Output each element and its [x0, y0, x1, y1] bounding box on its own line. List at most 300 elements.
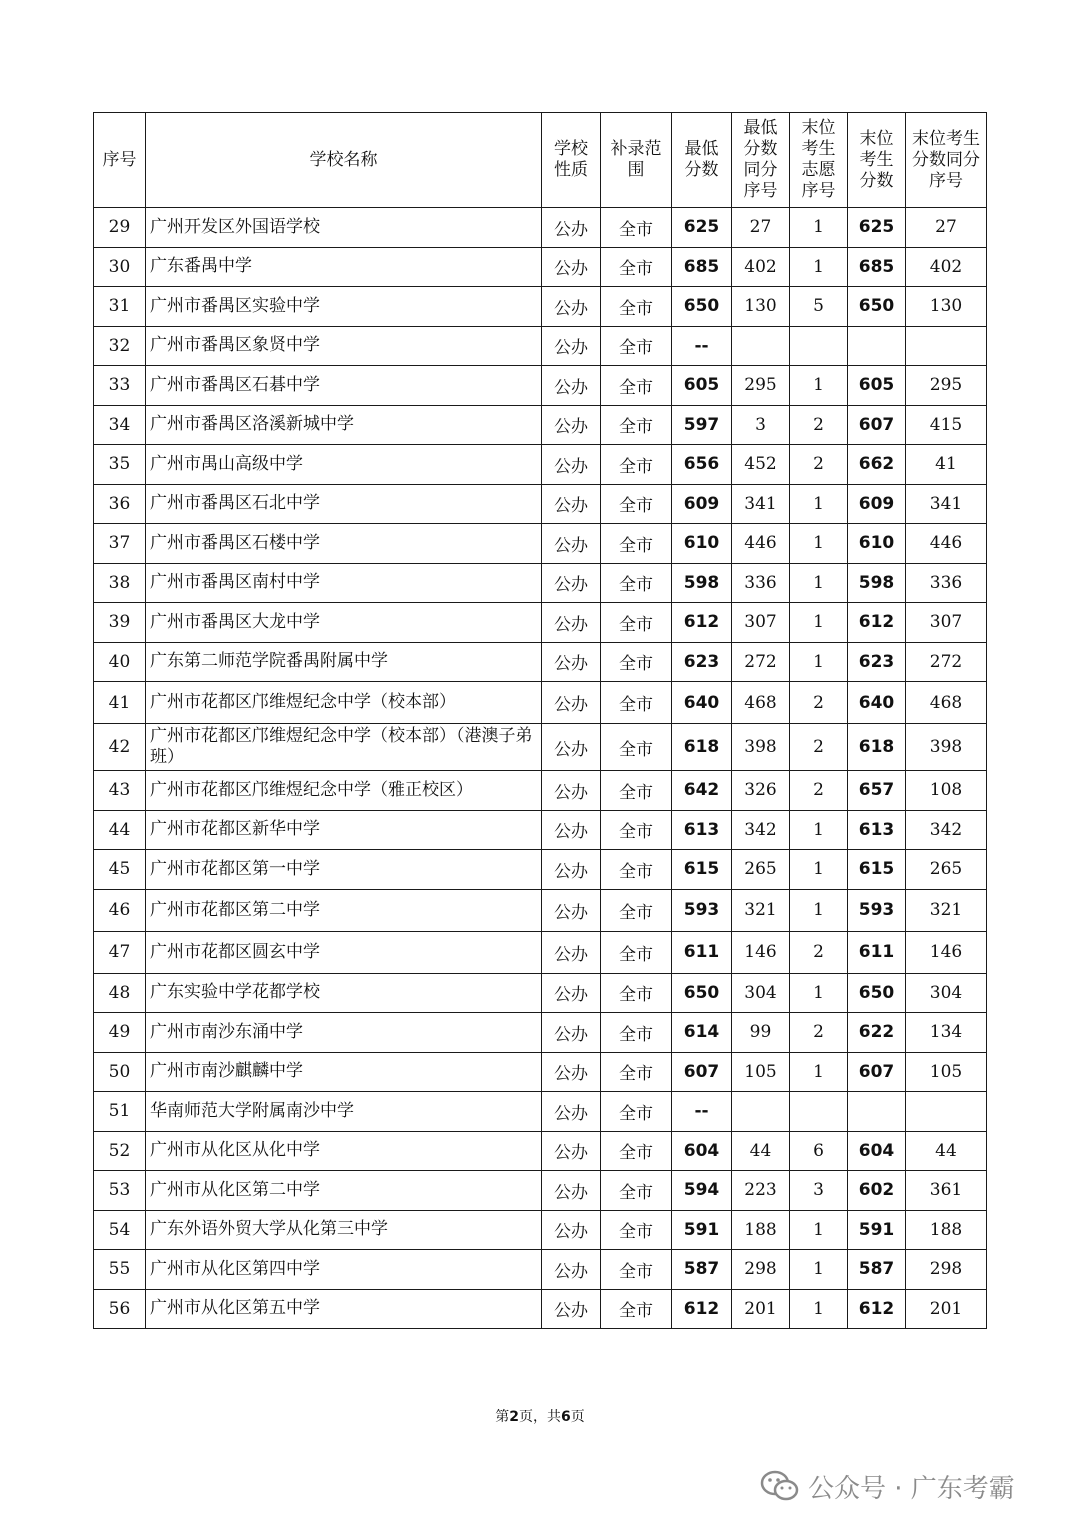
- cell-seq: 49: [94, 1013, 146, 1053]
- cell-min-score-rank: 130: [732, 287, 790, 327]
- cell-min-score: 611: [672, 931, 732, 973]
- cell-seq: 37: [94, 524, 146, 564]
- cell-min-score: 612: [672, 603, 732, 643]
- cell-school-nature: 公办: [542, 889, 601, 931]
- cell-min-score: 610: [672, 524, 732, 564]
- cell-scope: 全市: [601, 1131, 672, 1171]
- cell-seq: 46: [94, 889, 146, 931]
- cell-min-score: 609: [672, 484, 732, 524]
- cell-last-score: 650: [848, 287, 906, 327]
- cell-last-score: 607: [848, 405, 906, 445]
- cell-last-wish-seq: 2: [790, 1013, 848, 1053]
- cell-school-name: 广州市花都区新华中学: [146, 810, 542, 850]
- cell-last-score: 604: [848, 1131, 906, 1171]
- cell-scope: 全市: [601, 724, 672, 771]
- cell-last-wish-seq: 1: [790, 1289, 848, 1329]
- header-seq: 序号: [94, 113, 146, 208]
- cell-scope: 全市: [601, 326, 672, 366]
- cell-last-score-rank: 398: [906, 724, 987, 771]
- table-row: [94, 603, 987, 643]
- cell-last-wish-seq: 2: [790, 682, 848, 724]
- cell-seq: 56: [94, 1289, 146, 1329]
- cell-seq: 31: [94, 287, 146, 327]
- cell-last-wish-seq: 2: [790, 445, 848, 485]
- cell-school-name: 广州市番禺区石楼中学: [146, 524, 542, 564]
- cell-school-name: 广州市南沙东涌中学: [146, 1013, 542, 1053]
- table-row: [94, 405, 987, 445]
- cell-min-score-rank: 341: [732, 484, 790, 524]
- cell-last-score-rank: 272: [906, 642, 987, 682]
- cell-min-score: 613: [672, 810, 732, 850]
- cell-scope: 全市: [601, 208, 672, 248]
- cell-scope: 全市: [601, 1052, 672, 1092]
- cell-last-score: 623: [848, 642, 906, 682]
- cell-school-nature: 公办: [542, 724, 601, 771]
- cell-last-score: 618: [848, 724, 906, 771]
- table-row: [94, 1210, 987, 1250]
- cell-scope: 全市: [601, 1210, 672, 1250]
- cell-last-wish-seq: 1: [790, 208, 848, 248]
- cell-min-score: 612: [672, 1289, 732, 1329]
- cell-last-score: 611: [848, 931, 906, 973]
- cell-school-name: 广州市番禺区大龙中学: [146, 603, 542, 643]
- cell-min-score: 615: [672, 850, 732, 890]
- cell-last-score-rank: 134: [906, 1013, 987, 1053]
- cell-last-score-rank: 108: [906, 771, 987, 811]
- cell-last-wish-seq: 6: [790, 1131, 848, 1171]
- watermark-text: 公众号 · 广东考霸: [808, 1473, 1015, 1504]
- cell-last-wish-seq: 2: [790, 931, 848, 973]
- cell-last-score-rank: 27: [906, 208, 987, 248]
- cell-scope: 全市: [601, 524, 672, 564]
- cell-school-nature: 公办: [542, 1171, 601, 1211]
- cell-last-score: 612: [848, 1289, 906, 1329]
- table-row: [94, 642, 987, 682]
- cell-last-score: 610: [848, 524, 906, 564]
- cell-min-score-rank: 342: [732, 810, 790, 850]
- cell-school-nature: 公办: [542, 810, 601, 850]
- header-school-name: 学校名称: [146, 113, 542, 208]
- cell-school-name: 广州市番禺区石碁中学: [146, 366, 542, 406]
- cell-scope: 全市: [601, 931, 672, 973]
- cell-min-score: 650: [672, 287, 732, 327]
- table-row: [94, 973, 987, 1013]
- cell-min-score-rank: 326: [732, 771, 790, 811]
- cell-min-score-rank: 446: [732, 524, 790, 564]
- table-row: [94, 247, 987, 287]
- cell-min-score: 640: [672, 682, 732, 724]
- cell-min-score: 656: [672, 445, 732, 485]
- cell-seq: 39: [94, 603, 146, 643]
- cell-min-score-rank: 452: [732, 445, 790, 485]
- cell-last-score: 598: [848, 563, 906, 603]
- cell-last-wish-seq: 1: [790, 524, 848, 564]
- table-row: [94, 208, 987, 248]
- cell-seq: 53: [94, 1171, 146, 1211]
- footer-prefix: 第: [495, 1409, 510, 1425]
- cell-scope: 全市: [601, 889, 672, 931]
- cell-min-score-rank: 272: [732, 642, 790, 682]
- cell-last-score: 593: [848, 889, 906, 931]
- cell-school-nature: 公办: [542, 1210, 601, 1250]
- cell-seq: 35: [94, 445, 146, 485]
- cell-school-nature: 公办: [542, 484, 601, 524]
- page-footer: [0, 1406, 1080, 1426]
- cell-scope: 全市: [601, 1013, 672, 1053]
- cell-last-score: 657: [848, 771, 906, 811]
- table-row: [94, 445, 987, 485]
- cell-seq: 55: [94, 1250, 146, 1290]
- cell-min-score-rank: 298: [732, 1250, 790, 1290]
- cell-last-wish-seq: 1: [790, 1052, 848, 1092]
- cell-school-name: 广州市番禺区洛溪新城中学: [146, 405, 542, 445]
- table-row: [94, 1052, 987, 1092]
- footer-middle: 页，共: [519, 1409, 561, 1425]
- cell-school-name: 广东实验中学花都学校: [146, 973, 542, 1013]
- header-last-score: 末位 考生 分数: [848, 113, 906, 208]
- footer-total-pages: 6: [561, 1409, 571, 1425]
- cell-min-score-rank: 265: [732, 850, 790, 890]
- cell-school-name: 广州市花都区邝维煜纪念中学（雅正校区）: [146, 771, 542, 811]
- cell-last-wish-seq: 1: [790, 1250, 848, 1290]
- cell-school-name: 广州市从化区第四中学: [146, 1250, 542, 1290]
- table-row: [94, 724, 987, 771]
- cell-min-score: 623: [672, 642, 732, 682]
- cell-last-wish-seq: 1: [790, 973, 848, 1013]
- cell-seq: 54: [94, 1210, 146, 1250]
- cell-school-name: 广州市番禺区南村中学: [146, 563, 542, 603]
- cell-min-score: 593: [672, 889, 732, 931]
- cell-last-score: 640: [848, 682, 906, 724]
- table-row: [94, 1092, 987, 1132]
- cell-school-name: 广州市禺山高级中学: [146, 445, 542, 485]
- cell-last-score-rank: 295: [906, 366, 987, 406]
- cell-min-score-rank: 188: [732, 1210, 790, 1250]
- table-row: [94, 771, 987, 811]
- cell-last-wish-seq: 1: [790, 810, 848, 850]
- table-row: [94, 326, 987, 366]
- cell-school-nature: 公办: [542, 208, 601, 248]
- cell-min-score-rank: 321: [732, 889, 790, 931]
- table-row: [94, 1250, 987, 1290]
- cell-last-wish-seq: 1: [790, 850, 848, 890]
- cell-scope: 全市: [601, 642, 672, 682]
- cell-min-score-rank: 146: [732, 931, 790, 973]
- cell-school-nature: 公办: [542, 771, 601, 811]
- cell-school-nature: 公办: [542, 850, 601, 890]
- cell-scope: 全市: [601, 287, 672, 327]
- cell-school-name: 广州市从化区第二中学: [146, 1171, 542, 1211]
- cell-last-score: 587: [848, 1250, 906, 1290]
- cell-last-score: [848, 1092, 906, 1132]
- cell-seq: 29: [94, 208, 146, 248]
- header-min-score: 最低 分数: [672, 113, 732, 208]
- cell-school-name: 广东外语外贸大学从化第三中学: [146, 1210, 542, 1250]
- cell-last-wish-seq: 2: [790, 724, 848, 771]
- cell-seq: 34: [94, 405, 146, 445]
- cell-last-score-rank: 105: [906, 1052, 987, 1092]
- cell-last-score: 609: [848, 484, 906, 524]
- header-scope: 补录范 围: [601, 113, 672, 208]
- cell-school-name: 广州市花都区第二中学: [146, 889, 542, 931]
- cell-school-name: 广州市番禺区石北中学: [146, 484, 542, 524]
- cell-last-score: 662: [848, 445, 906, 485]
- cell-min-score: 604: [672, 1131, 732, 1171]
- cell-min-score-rank: 468: [732, 682, 790, 724]
- cell-scope: 全市: [601, 445, 672, 485]
- cell-scope: 全市: [601, 563, 672, 603]
- cell-last-score-rank: 342: [906, 810, 987, 850]
- table-row: [94, 810, 987, 850]
- footer-suffix: 页: [570, 1409, 585, 1425]
- cell-scope: 全市: [601, 1171, 672, 1211]
- cell-seq: 43: [94, 771, 146, 811]
- cell-last-score-rank: 41: [906, 445, 987, 485]
- table-header-row: [94, 113, 987, 208]
- cell-last-wish-seq: 5: [790, 287, 848, 327]
- table-row: [94, 931, 987, 973]
- cell-last-score-rank: 304: [906, 973, 987, 1013]
- cell-seq: 38: [94, 563, 146, 603]
- cell-school-nature: 公办: [542, 445, 601, 485]
- cell-min-score: 650: [672, 973, 732, 1013]
- cell-min-score: --: [672, 1092, 732, 1132]
- cell-last-score-rank: 146: [906, 931, 987, 973]
- cell-scope: 全市: [601, 771, 672, 811]
- cell-last-score-rank: [906, 326, 987, 366]
- cell-scope: 全市: [601, 366, 672, 406]
- cell-min-score-rank: [732, 1092, 790, 1132]
- cell-scope: 全市: [601, 850, 672, 890]
- footer-page-number: 2: [509, 1409, 519, 1425]
- table-row: [94, 524, 987, 564]
- table-row: [94, 1131, 987, 1171]
- cell-seq: 50: [94, 1052, 146, 1092]
- cell-school-name: 广东第二师范学院番禺附属中学: [146, 642, 542, 682]
- cell-school-name: 广州市番禺区实验中学: [146, 287, 542, 327]
- cell-min-score-rank: 304: [732, 973, 790, 1013]
- header-school-nature: 学校 性质: [542, 113, 601, 208]
- cell-last-score-rank: 336: [906, 563, 987, 603]
- cell-scope: 全市: [601, 1092, 672, 1132]
- cell-last-score: 625: [848, 208, 906, 248]
- cell-last-score-rank: 415: [906, 405, 987, 445]
- cell-last-score: 607: [848, 1052, 906, 1092]
- cell-last-wish-seq: 1: [790, 889, 848, 931]
- cell-scope: 全市: [601, 682, 672, 724]
- cell-min-score-rank: 201: [732, 1289, 790, 1329]
- cell-school-name: 广州市从化区从化中学: [146, 1131, 542, 1171]
- cell-last-score: 602: [848, 1171, 906, 1211]
- cell-scope: 全市: [601, 1289, 672, 1329]
- cell-school-nature: 公办: [542, 931, 601, 973]
- cell-last-score-rank: 321: [906, 889, 987, 931]
- cell-scope: 全市: [601, 1250, 672, 1290]
- cell-min-score: 605: [672, 366, 732, 406]
- table-row: [94, 1013, 987, 1053]
- cell-school-nature: 公办: [542, 973, 601, 1013]
- cell-school-nature: 公办: [542, 287, 601, 327]
- table-row: [94, 850, 987, 890]
- table-body: [94, 208, 987, 1329]
- cell-school-nature: 公办: [542, 405, 601, 445]
- cell-last-wish-seq: 2: [790, 771, 848, 811]
- cell-min-score-rank: 44: [732, 1131, 790, 1171]
- cell-last-wish-seq: 1: [790, 247, 848, 287]
- cell-seq: 51: [94, 1092, 146, 1132]
- admission-score-table: [93, 112, 987, 1329]
- cell-school-nature: 公办: [542, 1092, 601, 1132]
- cell-min-score-rank: 295: [732, 366, 790, 406]
- table-row: [94, 563, 987, 603]
- cell-last-score-rank: 361: [906, 1171, 987, 1211]
- table-row: [94, 1171, 987, 1211]
- cell-last-score-rank: 307: [906, 603, 987, 643]
- cell-school-name: 广州市花都区邝维煜纪念中学（校本部）: [146, 682, 542, 724]
- cell-last-wish-seq: 2: [790, 405, 848, 445]
- table-row: [94, 682, 987, 724]
- cell-school-name: 广州市番禺区象贤中学: [146, 326, 542, 366]
- cell-scope: 全市: [601, 810, 672, 850]
- cell-school-name: 华南师范大学附属南沙中学: [146, 1092, 542, 1132]
- cell-last-score-rank: 188: [906, 1210, 987, 1250]
- cell-school-nature: 公办: [542, 603, 601, 643]
- cell-last-score-rank: 402: [906, 247, 987, 287]
- cell-last-wish-seq: [790, 1092, 848, 1132]
- cell-min-score: 618: [672, 724, 732, 771]
- cell-school-nature: 公办: [542, 326, 601, 366]
- cell-last-score: 605: [848, 366, 906, 406]
- table-row: [94, 366, 987, 406]
- cell-last-score-rank: 468: [906, 682, 987, 724]
- cell-min-score-rank: 99: [732, 1013, 790, 1053]
- cell-school-name: 广州市从化区第五中学: [146, 1289, 542, 1329]
- cell-min-score: 685: [672, 247, 732, 287]
- cell-school-nature: 公办: [542, 1013, 601, 1053]
- cell-school-nature: 公办: [542, 1289, 601, 1329]
- cell-last-wish-seq: [790, 326, 848, 366]
- cell-min-score: --: [672, 326, 732, 366]
- cell-seq: 36: [94, 484, 146, 524]
- cell-min-score-rank: 398: [732, 724, 790, 771]
- cell-min-score: 587: [672, 1250, 732, 1290]
- cell-school-name: 广州市花都区第一中学: [146, 850, 542, 890]
- header-last-score-rank: 末位考生 分数同分 序号: [906, 113, 987, 208]
- cell-seq: 44: [94, 810, 146, 850]
- cell-seq: 32: [94, 326, 146, 366]
- cell-last-score: 622: [848, 1013, 906, 1053]
- cell-last-score-rank: 298: [906, 1250, 987, 1290]
- cell-min-score-rank: 336: [732, 563, 790, 603]
- cell-last-wish-seq: 1: [790, 563, 848, 603]
- cell-school-name: 广州市花都区圆玄中学: [146, 931, 542, 973]
- cell-last-score: 613: [848, 810, 906, 850]
- cell-min-score-rank: 27: [732, 208, 790, 248]
- cell-last-score: 591: [848, 1210, 906, 1250]
- cell-min-score-rank: 307: [732, 603, 790, 643]
- cell-seq: 45: [94, 850, 146, 890]
- header-last-wish-seq: 末位 考生 志愿 序号: [790, 113, 848, 208]
- cell-school-name: 广东番禺中学: [146, 247, 542, 287]
- cell-last-wish-seq: 3: [790, 1171, 848, 1211]
- table-row: [94, 484, 987, 524]
- cell-seq: 30: [94, 247, 146, 287]
- cell-scope: 全市: [601, 484, 672, 524]
- cell-school-nature: 公办: [542, 1250, 601, 1290]
- cell-last-wish-seq: 1: [790, 484, 848, 524]
- cell-min-score-rank: 402: [732, 247, 790, 287]
- cell-last-score: 615: [848, 850, 906, 890]
- header-min-score-rank: 最低 分数 同分 序号: [732, 113, 790, 208]
- cell-min-score-rank: 223: [732, 1171, 790, 1211]
- cell-min-score: 607: [672, 1052, 732, 1092]
- cell-school-name: 广州市南沙麒麟中学: [146, 1052, 542, 1092]
- table-row: [94, 1289, 987, 1329]
- cell-seq: 41: [94, 682, 146, 724]
- table-row: [94, 889, 987, 931]
- cell-seq: 33: [94, 366, 146, 406]
- cell-seq: 42: [94, 724, 146, 771]
- cell-last-score-rank: 201: [906, 1289, 987, 1329]
- cell-seq: 47: [94, 931, 146, 973]
- cell-last-score-rank: 265: [906, 850, 987, 890]
- cell-last-wish-seq: 1: [790, 366, 848, 406]
- cell-min-score: 614: [672, 1013, 732, 1053]
- cell-min-score: 594: [672, 1171, 732, 1211]
- cell-scope: 全市: [601, 973, 672, 1013]
- cell-school-nature: 公办: [542, 524, 601, 564]
- cell-seq: 48: [94, 973, 146, 1013]
- cell-last-score-rank: 44: [906, 1131, 987, 1171]
- cell-school-nature: 公办: [542, 1131, 601, 1171]
- cell-last-score-rank: 130: [906, 287, 987, 327]
- cell-min-score: 642: [672, 771, 732, 811]
- cell-last-score-rank: 341: [906, 484, 987, 524]
- cell-last-score: 650: [848, 973, 906, 1013]
- cell-scope: 全市: [601, 405, 672, 445]
- cell-scope: 全市: [601, 603, 672, 643]
- table-row: [94, 287, 987, 327]
- cell-scope: 全市: [601, 247, 672, 287]
- cell-school-nature: 公办: [542, 366, 601, 406]
- cell-min-score: 625: [672, 208, 732, 248]
- cell-school-nature: 公办: [542, 682, 601, 724]
- cell-school-name: 广州开发区外国语学校: [146, 208, 542, 248]
- cell-min-score-rank: 105: [732, 1052, 790, 1092]
- cell-min-score-rank: [732, 326, 790, 366]
- cell-last-score-rank: [906, 1092, 987, 1132]
- wechat-logo-icon: [760, 1469, 800, 1503]
- cell-school-nature: 公办: [542, 1052, 601, 1092]
- cell-last-wish-seq: 1: [790, 603, 848, 643]
- cell-school-nature: 公办: [542, 247, 601, 287]
- cell-last-score: 612: [848, 603, 906, 643]
- cell-min-score-rank: 3: [732, 405, 790, 445]
- cell-last-score-rank: 446: [906, 524, 987, 564]
- watermark: [760, 1466, 1060, 1506]
- cell-min-score: 598: [672, 563, 732, 603]
- cell-seq: 52: [94, 1131, 146, 1171]
- cell-school-nature: 公办: [542, 642, 601, 682]
- cell-last-wish-seq: 1: [790, 642, 848, 682]
- cell-min-score: 591: [672, 1210, 732, 1250]
- cell-min-score: 597: [672, 405, 732, 445]
- cell-school-name: 广州市花都区邝维煜纪念中学（校本部）（港澳子弟班）: [146, 724, 542, 771]
- cell-seq: 40: [94, 642, 146, 682]
- cell-last-score: 685: [848, 247, 906, 287]
- cell-last-wish-seq: 1: [790, 1210, 848, 1250]
- cell-school-nature: 公办: [542, 563, 601, 603]
